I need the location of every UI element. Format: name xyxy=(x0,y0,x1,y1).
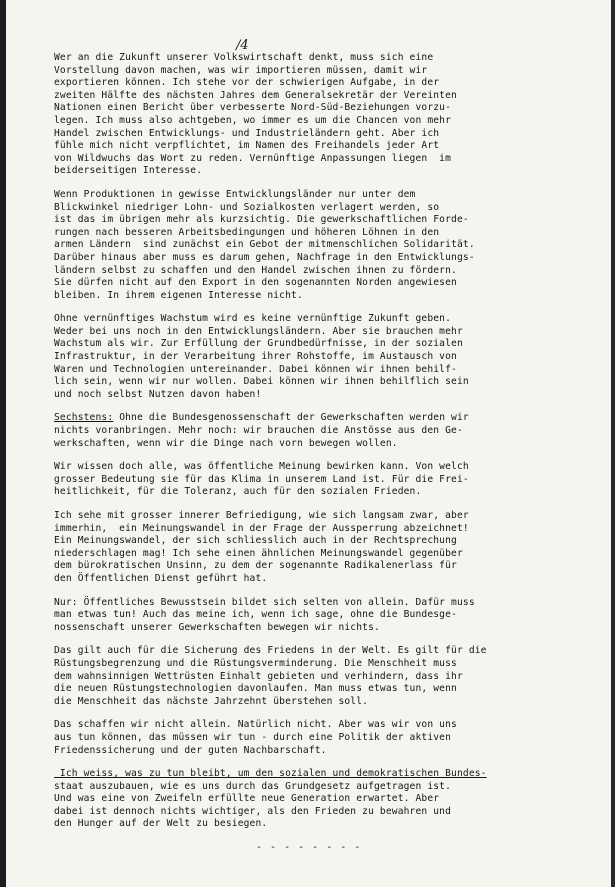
paragraph-6 xyxy=(54,510,584,586)
paragraph-3 xyxy=(54,313,584,401)
text-line: legen. Ich muss also achtgeben, wo immer es um die Chancen von mehr xyxy=(54,114,452,126)
text-line: dem wahnsinnigen Wettrüsten Einhalt gebieten und verhindern, dass ihr xyxy=(54,670,463,682)
text-line: grosser Bedeutung sie für das Klima in unserem Land ist. Für die Frei- xyxy=(54,473,469,485)
paragraph-8 xyxy=(54,645,584,708)
text-line: Vorstellung davon machen, was wir importieren müssen, damit wir xyxy=(54,64,428,76)
text-line: die neuen Rüstungstechnologien davonlaufen. Man muss etwas tun, wenn xyxy=(54,683,457,695)
paragraph-2 xyxy=(54,189,584,302)
text-line: Ein Meinungswandel, der sich schliesslich auch in der Rechtsprechung xyxy=(54,535,457,547)
text-line: von Wildwuchs das Wort zu reden. Vernünftige Anpassungen liegen im xyxy=(54,152,452,164)
text-line: ist das im übrigen mehr als kurzsichtig. Die gewerkschaftlichen Forde- xyxy=(54,214,469,226)
text-line: Ohne vernünftiges Wachstum wird es keine vernünftige Zukunft geben. xyxy=(54,313,452,325)
text-line: rungen nach besseren Arbeitsbedingungen und höheren Löhnen in den xyxy=(54,226,440,238)
text-line: man etwas tun! Auch das meine ich, wenn ich sage, ohne die Bundesge- xyxy=(54,609,457,621)
text-line: beiderseitigen Interesse. xyxy=(54,165,203,177)
text-line: fühle mich nicht verpflichtet, im Namen des Freihandels jeder Art xyxy=(54,140,440,152)
text-line: den Öffentlichen Dienst geführt hat. xyxy=(54,572,268,584)
text-line: Wenn Produktionen in gewisse Entwicklungsländer nur unter dem xyxy=(54,188,416,200)
text-line: Und was eine von Zweifeln erfüllte neue Generation erwartet. Aber xyxy=(54,793,440,805)
text-line: staat auszubauen, wie es uns durch das Grundgesetz aufgetragen ist. xyxy=(54,780,452,792)
text-line: Darüber hinaus aber muss es darum gehen, Nachfrage in den Entwicklungs- xyxy=(54,251,475,263)
text-line: immerhin, ein Meinungswandel in der Frage der Aussperrung abzeichnet! xyxy=(54,522,469,534)
text-line: die Menschheit das nächste Jahrzehnt überstehen soll. xyxy=(54,695,369,707)
section-lead: Sechstens: xyxy=(54,412,114,424)
paragraph-5 xyxy=(54,461,584,499)
text-line: dem bürokratischen Unsinn, zu dem der sogenannte Radikalenerlass für xyxy=(54,560,457,572)
text-line: Nationen einen Bericht über verbesserte Nord-Süd-Beziehungen vorzu- xyxy=(54,102,452,114)
text-line: Waren und Technologien untereinander. Dabei können wir ihnen behilf- xyxy=(54,363,457,375)
page-number: /4 xyxy=(236,38,249,53)
text-line-rest: Ohne die Bundesgenossenschaft der Gewerkschaften werden wir xyxy=(113,412,469,424)
text-line: bleiben. In ihrem eigenen Interesse nicht. xyxy=(54,289,303,301)
paragraph-10 xyxy=(54,768,584,831)
text-line: Nur: Öffentliches Bewusstsein bildet sich selten von allein. Dafür muss xyxy=(54,596,475,608)
text-line: Blickwinkel niedriger Lohn- und Sozialkosten verlagert werden, so xyxy=(54,201,440,213)
text-line: ländern selbst zu schaffen und den Handel zwischen ihnen zu fördern. xyxy=(54,264,457,276)
text-line: Wachstum als wir. Zur Erfüllung der Grundbedürfnisse, in der sozialen xyxy=(54,338,463,350)
text-line: Das gilt auch für die Sicherung des Friedens in der Welt. Es gilt für die xyxy=(54,645,487,657)
text-line: lich sein, wenn wir nur wollen. Dabei können wir ihnen behilflich sein xyxy=(54,376,469,388)
text-line: Sie dürfen nicht auf den Export in den sogenannten Norden angewiesen xyxy=(54,277,457,289)
text-line xyxy=(54,412,584,425)
text-line: Friedenssicherung und der guten Nachbarschaft. xyxy=(54,744,327,756)
text-line: Wer an die Zukunft unserer Volkswirtschaft denkt, muss sich eine xyxy=(54,52,434,63)
text-line: aus tun können, das müssen wir tun - durch eine Politik der aktiven xyxy=(54,731,452,743)
text-line: Handel zwischen Entwicklungs- und Industrieländern geht. Aber ich xyxy=(54,127,440,139)
text-line: zweiten Hälfte des nächsten Jahres dem Generalsekretär der Vereinten xyxy=(54,89,457,101)
text-line: Weder bei uns noch in den Entwicklungsländern. Aber sie brauchen mehr xyxy=(54,325,463,337)
paragraph-9 xyxy=(54,719,584,757)
text-line: exportieren können. Ich stehe vor der schwierigen Aufgabe, in der xyxy=(54,77,440,89)
text-line: Rüstungsbegrenzung und die Rüstungsverminderung. Die Menschheit muss xyxy=(54,657,457,669)
paragraph-4 xyxy=(54,412,584,450)
paragraph-1 xyxy=(54,52,584,178)
text-line: werkschaften, wenn wir die Dinge nach vorn bewegen wollen. xyxy=(54,437,398,449)
text-line: armen Ländern sind zunächst ein Gebot der mitmenschlichen Solidarität. xyxy=(54,239,475,251)
body-text xyxy=(54,52,584,842)
text-line: heitlichkeit, für die Toleranz, auch für den sozialen Frieden. xyxy=(54,486,422,498)
text-line: nossenschaft unserer Gewerkschaften bewegen wir nichts. xyxy=(54,621,380,633)
text-line: nichts voranbringen. Mehr noch: wir brauchen die Anstösse aus den Ge- xyxy=(54,425,463,437)
text-line: Infrastruktur, in der Verarbeitung ihrer Rohstoffe, im Austausch von xyxy=(54,351,457,363)
end-mark: - - - - - - - - xyxy=(256,842,362,853)
text-line: dabei ist dennoch nichts wichtiger, als den Frieden zu bewahren und xyxy=(54,805,452,817)
text-line: Das schaffen wir nicht allein. Natürlich nicht. Aber was wir von uns xyxy=(54,719,457,731)
text-line: Ich sehe mit grosser innerer Befriedigung, wie sich langsam zwar, aber xyxy=(54,510,469,521)
text-line: niederschlagen mag! Ich sehe einen ähnlichen Meinungswandel gegenüber xyxy=(54,547,463,559)
text-line: und noch selbst Nutzen davon haben! xyxy=(54,388,262,400)
text-line: den Hunger auf der Welt zu besiegen. xyxy=(54,818,268,830)
paragraph-7 xyxy=(54,597,584,635)
text-line: Wir wissen doch alle, was öffentliche Meinung bewirken kann. Von welch xyxy=(54,461,469,473)
text-line: Ich weiss, was zu tun bleibt, um den sozialen und demokratischen Bundes- xyxy=(54,768,487,780)
